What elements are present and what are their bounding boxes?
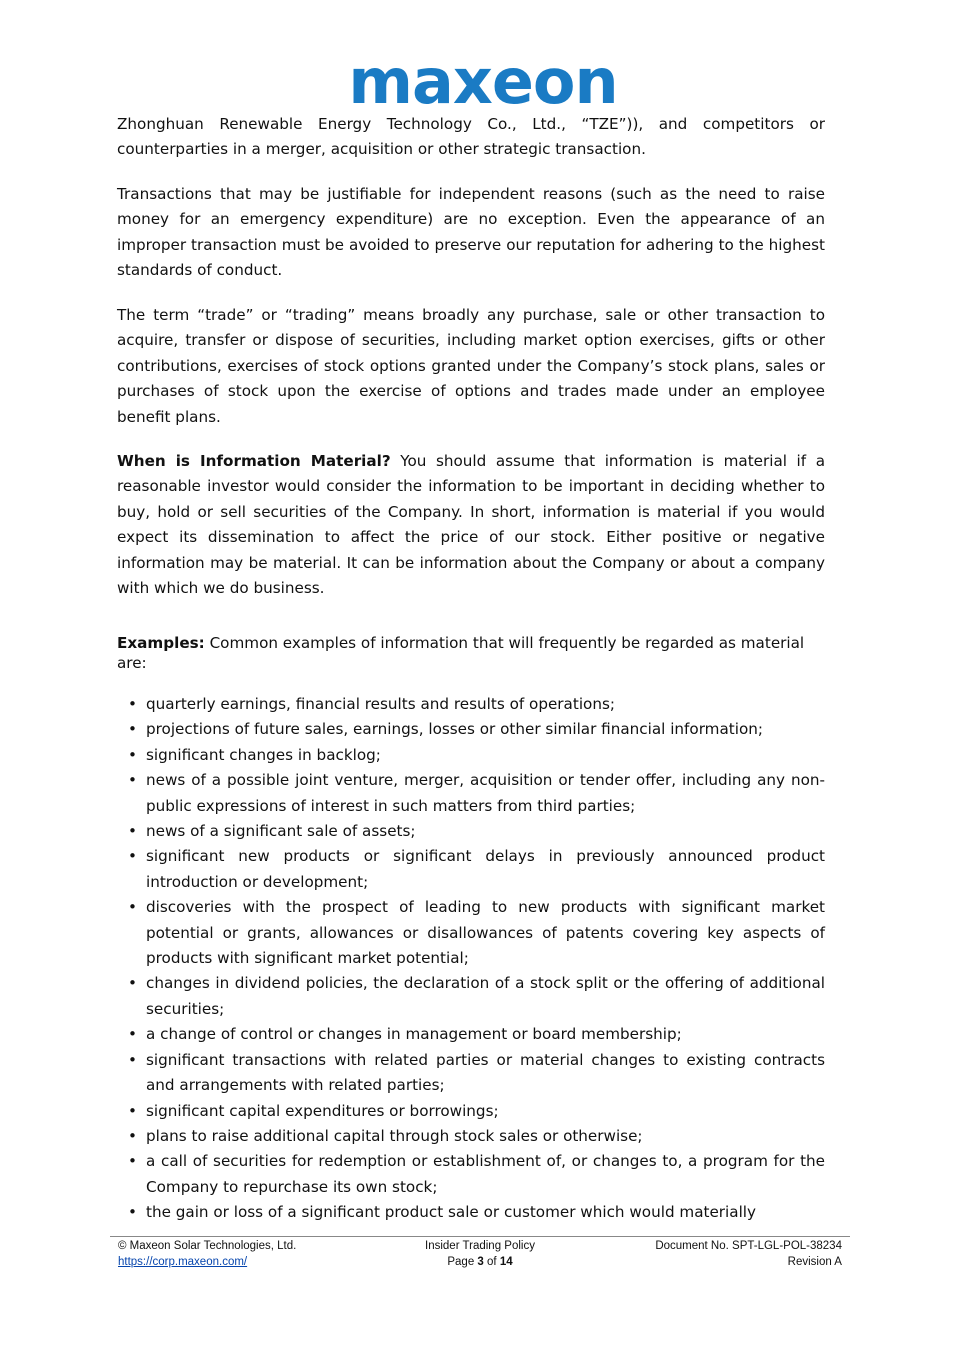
bullet-icon: • <box>128 1203 137 1222</box>
examples-text: Common examples of information that will frequently be regarded as material are: <box>117 634 805 672</box>
list-item-text: significant new products or significant delays in previously announced product introduction or development; <box>146 847 825 891</box>
list-item <box>117 819 825 844</box>
bullet-icon: • <box>128 1025 137 1044</box>
list-item <box>117 844 825 895</box>
bullet-icon: • <box>128 1152 137 1171</box>
footer-page-number <box>359 1254 600 1270</box>
list-item <box>117 971 825 1022</box>
list-item-text: quarterly earnings, financial results and results of operations; <box>146 695 615 713</box>
list-item <box>117 1149 825 1200</box>
footer-revision: Revision A <box>787 1256 842 1268</box>
bullet-icon: • <box>128 1126 137 1145</box>
page-total: 14 <box>499 1256 513 1268</box>
bullet-icon: • <box>128 898 137 917</box>
list-item-text: a change of control or changes in management or board membership; <box>146 1025 682 1044</box>
footer-title: Insider Trading Policy <box>425 1240 535 1252</box>
material-heading: When is Information Material? <box>117 452 391 470</box>
list-item <box>117 768 825 819</box>
list-item-text: significant capital expenditures or borrowings; <box>146 1101 499 1120</box>
list-item-text: discoveries with the prospect of leading to new products with significant market potential or grants, allowances or disallowances of patents covering key aspects of products with significant market potential; <box>146 898 825 968</box>
list-item <box>117 1124 825 1149</box>
paragraph-3: The term “trade” or “trading” means broadly any purchase, sale or other transaction to acquire, transfer or dispose of securities, including market option exercises, gifts or other contributions, exercises of stock options granted under the Company’s stock plans, sales or purchases of stock upon the exercise of options and trades made under an employee benefit plans. <box>117 306 825 426</box>
paragraph-2: Transactions that may be justifiable for independent reasons (such as the need to raise money for an emergency expenditure) are no exception. Even the appearance of an improper transaction must be avoided to preserve our reputation for adhering to the highest standards of conduct. <box>117 185 825 280</box>
bullet-icon: • <box>128 1101 137 1120</box>
material-paragraph <box>117 449 825 601</box>
examples-paragraph <box>117 633 825 673</box>
list-item <box>117 743 825 768</box>
footer-link[interactable]: https://corp.maxeon.com/ <box>118 1256 248 1268</box>
bullet-icon: • <box>128 745 137 764</box>
list-item-text: the gain or loss of a significant product sale or customer which would materially <box>146 1203 757 1222</box>
list-item <box>117 717 825 742</box>
list-item <box>117 692 825 717</box>
examples-heading: Examples: <box>117 634 205 652</box>
examples-list <box>117 692 825 1226</box>
bullet-icon: • <box>128 974 137 993</box>
bullet-icon: • <box>128 695 137 713</box>
bullet-icon: • <box>128 771 137 790</box>
bullet-icon: • <box>128 1050 137 1069</box>
list-item <box>117 895 825 971</box>
list-item <box>117 1022 825 1047</box>
maxeon-logo: maxeon <box>348 45 618 118</box>
list-item-text: changes in dividend policies, the declaration of a stock split or the offering of additional securities; <box>146 974 825 1018</box>
list-item <box>117 1099 825 1124</box>
list-item <box>117 1048 825 1099</box>
list-item-text: plans to raise additional capital through stock sales or otherwise; <box>146 1126 643 1145</box>
bullet-icon: • <box>128 847 137 866</box>
list-item-text: projections of future sales, earnings, losses or other similar financial information; <box>146 720 763 739</box>
material-text: You should assume that information is material if a reasonable investor would consider the information to be important in deciding whether to buy, hold or sell securities of the Company. In short, information is material if you would expect its dissemination to affect the price of our stock. Either positive or negative information may be material. It can be information about the Company or about a company with which we do business. <box>117 452 825 598</box>
list-item-text: significant changes in backlog; <box>146 745 381 764</box>
page-current: 3 <box>477 1256 484 1268</box>
paragraph-1: Zhonghuan Renewable Energy Technology Co., Ltd., “TZE”)), and competitors or counterparties in a merger, acquisition or other strategic transaction. <box>117 115 825 159</box>
list-item <box>117 1200 825 1225</box>
list-item-text: news of a significant sale of assets; <box>146 822 416 841</box>
footer-doc-number: Document No. SPT-LGL-POL-38234 <box>655 1240 842 1252</box>
bullet-icon: • <box>128 822 137 841</box>
footer-company: © Maxeon Solar Technologies, Ltd. <box>118 1240 297 1252</box>
list-item-text: a call of securities for redemption or establishment of, or changes to, a program for the Company to repurchase its own stock; <box>146 1152 825 1196</box>
list-item-text: news of a possible joint venture, merger, acquisition or tender offer, including any non-public expressions of interest in such matters from third parties; <box>146 771 825 815</box>
page-footer <box>110 1236 850 1270</box>
list-item-text: significant transactions with related parties or material changes to existing contracts and arrangements with related parties; <box>146 1050 825 1095</box>
bullet-icon: • <box>128 720 137 739</box>
page-of: of <box>483 1256 500 1268</box>
page-prefix: Page <box>447 1256 478 1268</box>
